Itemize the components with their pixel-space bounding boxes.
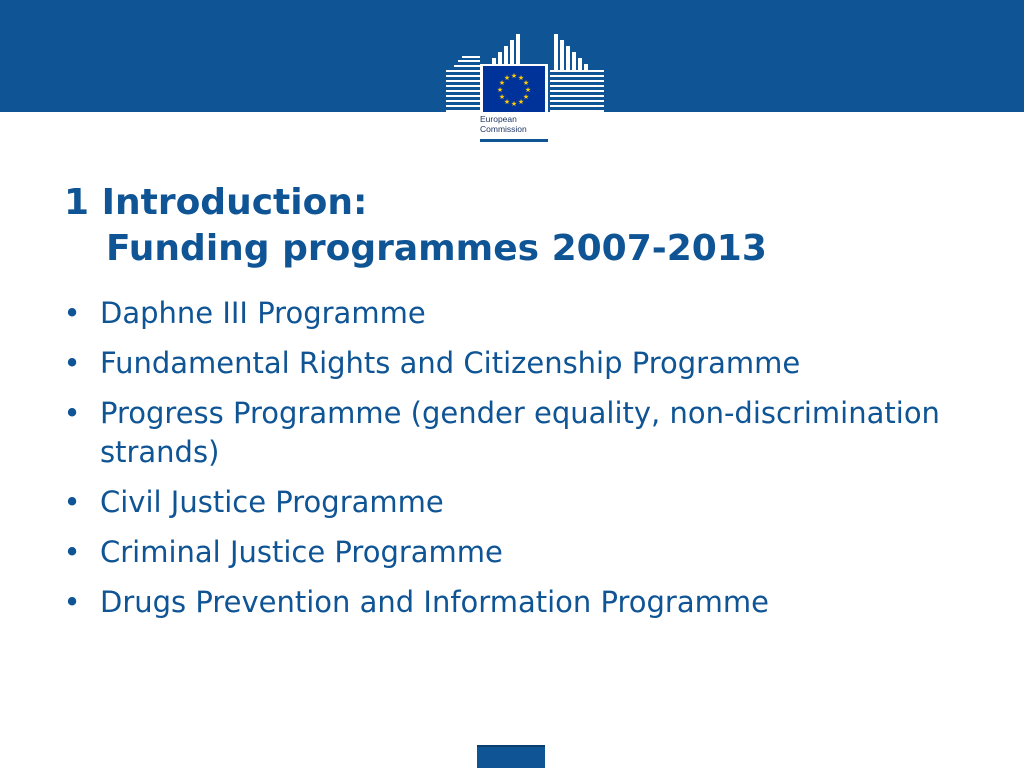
list-item <box>60 483 980 522</box>
svg-text:★: ★ <box>517 74 525 82</box>
bullet-icon: • <box>63 346 81 380</box>
logo-underline <box>480 139 548 142</box>
list-item-text: Civil Justice Programme <box>100 485 444 519</box>
title-line-2: Funding programmes 2007-2013 <box>106 228 767 269</box>
svg-text:★: ★ <box>517 98 525 106</box>
svg-text:★: ★ <box>522 93 530 101</box>
bullet-icon: • <box>63 585 81 619</box>
svg-text:★: ★ <box>503 74 511 82</box>
list-item-text: Drugs Prevention and Information Programme <box>100 585 769 619</box>
title-line-1: 1 Introduction: <box>64 182 368 223</box>
svg-text:★: ★ <box>498 93 506 101</box>
svg-text:★: ★ <box>510 72 518 80</box>
slide-title <box>64 180 767 272</box>
bullet-icon: • <box>63 485 81 519</box>
list-item-text: Fundamental Rights and Citizenship Programme <box>100 346 801 380</box>
svg-text:★: ★ <box>503 98 511 106</box>
programme-list <box>60 294 980 633</box>
list-item <box>60 583 980 622</box>
logo-line-commission: Commission <box>480 124 527 134</box>
svg-text:★: ★ <box>510 100 518 108</box>
bullet-icon: • <box>63 535 81 569</box>
european-commission-logo <box>442 30 608 144</box>
logo-line-european: European <box>480 114 517 124</box>
list-item-text: Daphne III Programme <box>100 296 426 330</box>
bullet-icon: • <box>63 296 81 330</box>
berlaymont-building-icon <box>442 30 608 114</box>
list-item <box>60 394 980 472</box>
svg-text:★: ★ <box>498 79 506 87</box>
list-item <box>60 344 980 383</box>
svg-text:★: ★ <box>524 86 532 94</box>
svg-text:★: ★ <box>522 79 530 87</box>
bullet-icon: • <box>63 396 81 430</box>
list-item <box>60 294 980 333</box>
list-item-text: Criminal Justice Programme <box>100 535 503 569</box>
svg-text:★: ★ <box>496 86 504 94</box>
logo-wordmark <box>480 113 552 142</box>
list-item <box>60 533 980 572</box>
list-item-text: Progress Programme (gender equality, non-discrimination strands) <box>100 396 940 469</box>
footer-tab <box>477 745 545 768</box>
